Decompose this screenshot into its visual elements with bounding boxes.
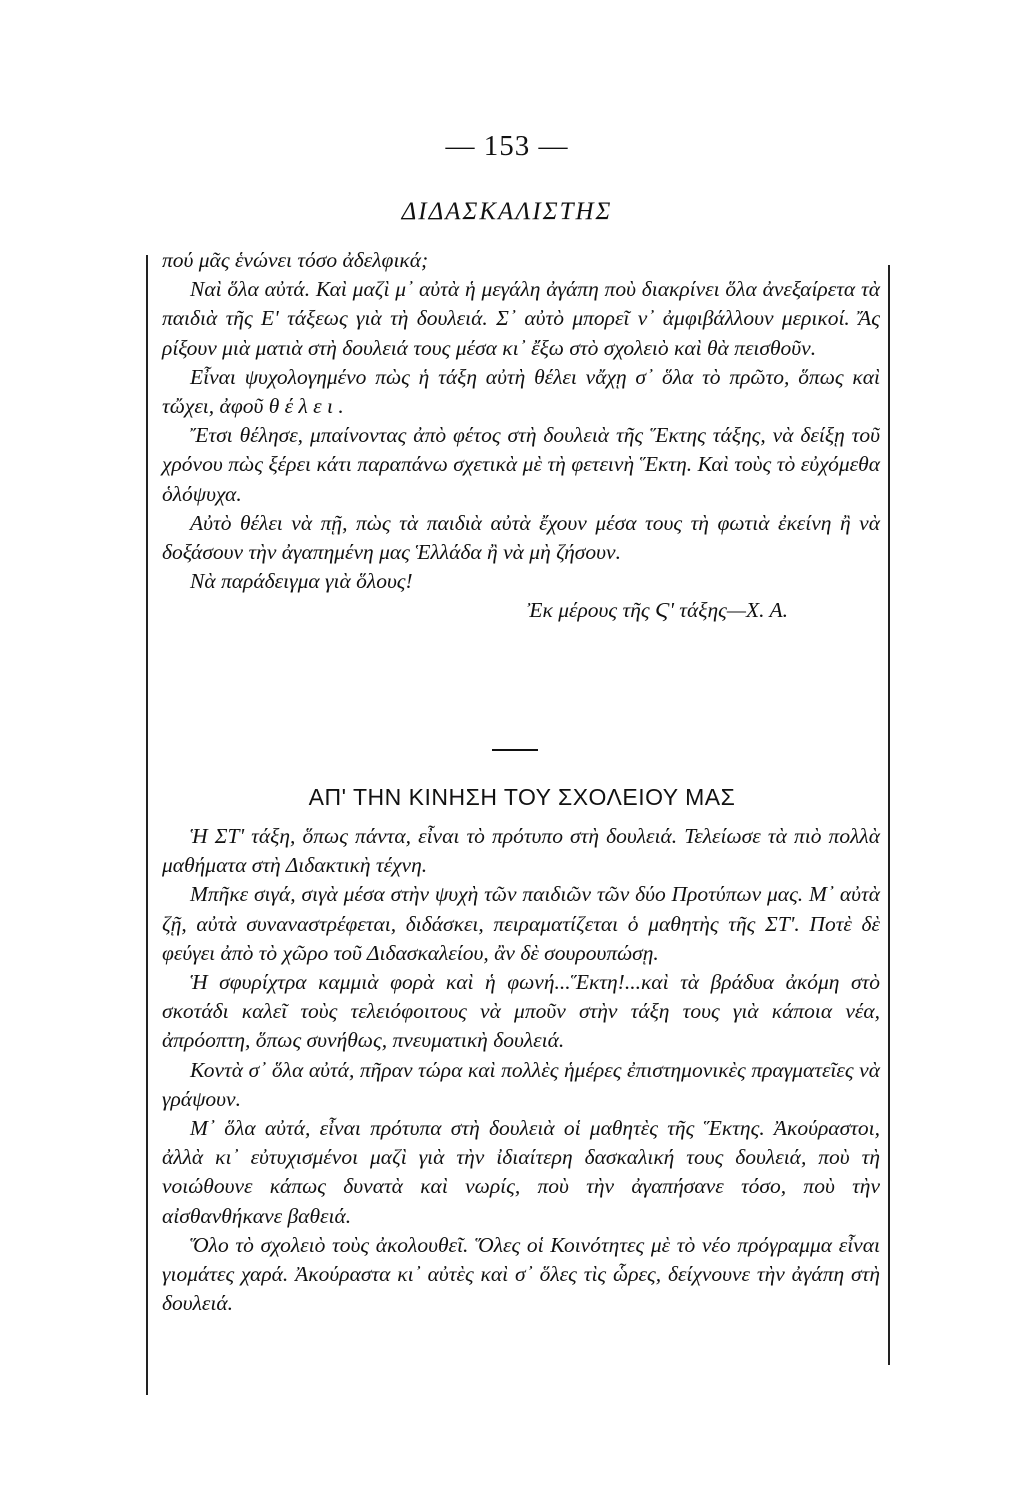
paragraph: Νὰ παράδειγμα γιὰ ὅλους! <box>190 569 413 594</box>
section-divider <box>492 749 538 751</box>
article-signature: Ἐκ μέρους τῆς Ϛ' τάξης—Χ. Α. <box>527 598 788 623</box>
paragraph: Ἔτσι θέλησε, μπαίνοντας ἀπὸ φέτος στὴ δουλειὰ τῆς Ἕκτης τάξης, νὰ δείξῃ τοῦ χρόνου πὼς ξέρει κάτι παραπάνω σχετικὰ μὲ τὴ φετεινὴ Ἕκτη. Καὶ τοὺς τὸ εὐχόμεθα ὁλόψυχα. <box>162 423 880 506</box>
left-margin-rule <box>146 255 148 1395</box>
section-heading: ΑΠ' ΤΗΝ ΚΙΝΗΣΗ ΤΟΥ ΣΧΟΛΕΙΟΥ ΜΑΣ <box>308 784 736 810</box>
paragraph: Ἡ ΣΤ' τάξη, ὅπως πάντα, εἶναι τὸ πρότυπο στὴ δουλειά. Τελείωσε τὰ πιὸ πολλὰ μαθήματα στὴ Διδακτικὴ τέχνη. <box>162 824 880 878</box>
paragraph: Αὐτὸ θέλει νὰ πῇ, πὼς τὰ παιδιὰ αὐτὰ ἔχουν μέσα τους τὴ φωτιὰ ἐκείνη ἢ νὰ δοξάσουν τὴν ἀγαπημένη μας Ἑλλάδα ἢ νὰ μὴ ζήσουν. <box>162 510 880 565</box>
page-number: — 153 — <box>445 130 569 162</box>
paragraph: Ναὶ ὅλα αὐτά. Καὶ μαζὶ μ᾽ αὐτὰ ἡ μεγάλη ἀγάπη ποὺ διακρίνει ὅλα ἀνεξαίρετα τὰ παιδιὰ τῆς Ε' τάξεως γιὰ τὴ δουλειά. Σ᾽ αὐτὸ μπορεῖ ν᾽ ἀμφιβάλλουν μερικοί. Ἄς ρίξουν μιὰ ματιὰ στὴ δουλειά τους μέσα κι᾽ ἔξω στὸ σχολειὸ καὶ θὰ πεισθοῦν. <box>162 277 880 360</box>
right-margin-rule <box>888 265 890 1365</box>
paragraph: Ἡ σφυρίχτρα καμμιὰ φορὰ καὶ ἡ φωνή...Ἕκτη!...καὶ τὰ βράδυα ἀκόμη στὸ σκοτάδι καλεῖ τοὺς τελειόφοιτους νὰ μποῦν στὴν τάξη τους γιὰ κάποια νέα, ἀπρόοπτη, ὅπως συνήθως, πνευματικὴ δουλειά. <box>162 970 880 1053</box>
running-title: ΔΙΔΑΣΚΑΛΙΣΤΗΣ <box>401 198 613 225</box>
paragraph: Μ᾽ ὅλα αὐτά, εἶναι πρότυπα στὴ δουλειὰ οἱ μαθητὲς τῆς Ἕκτης. Ἀκούραστοι, ἀλλὰ κι᾽ εὐτυχισμένοι μαζὶ γιὰ τὴν ἰδιαίτερη δασκαλική τους δουλειά, ποὺ τὴ νοιώθουνε κάπως δυνατὰ καὶ νωρίς, ποὺ τὴν ἀγαπήσανε τόσο, ποὺ τὴν αἰσθανθήκανε βαθειά. <box>162 1116 880 1228</box>
article-school-activity <box>162 822 880 1318</box>
paragraph: Μπῆκε σιγά, σιγὰ μέσα στὴν ψυχὴ τῶν παιδιῶν τῶν δύο Προτύπων μας. Μ᾽ αὐτὰ ζῇ, αὐτὰ συναναστρέφεται, διδάσκει, πειραματίζεται ὁ μαθητὴς τῆς ΣΤ'. Ποτὲ δὲ φεύγει ἀπὸ τὸ χῶρο τοῦ Διδασκαλείου, ἂν δὲ σουρουπώσῃ. <box>162 882 880 965</box>
paragraph: πού μᾶς ἑνώνει τόσο ἀδελφικά; <box>162 248 429 272</box>
paragraph: Ὅλο τὸ σχολειὸ τοὺς ἀκολουθεῖ. Ὅλες οἱ Κοινότητες μὲ τὸ νέο πρόγραμμα εἶναι γιομάτες χαρά. Ἀκούραστα κι᾽ αὐτὲς καὶ σ᾽ ὅλες τὶς ὧρες, δείχνουνε τὴν ἀγάπη στὴ δουλειά. <box>162 1232 880 1316</box>
article-fifth-grade <box>162 246 880 626</box>
paragraph: Εἶναι ψυχολογημένο πὼς ἡ τάξη αὐτὴ θέλει νἄχῃ σ᾽ ὅλα τὸ πρῶτο, ὅπως καὶ τὤχει, ἀφοῦ θ έ λ ε ι . <box>162 364 880 419</box>
paragraph: Κοντὰ σ᾽ ὅλα αὐτά, πῆραν τώρα καὶ πολλὲς ἡμέρες ἐπιστημονικὲς πραγματεῖες νὰ γράψουν. <box>162 1057 880 1111</box>
